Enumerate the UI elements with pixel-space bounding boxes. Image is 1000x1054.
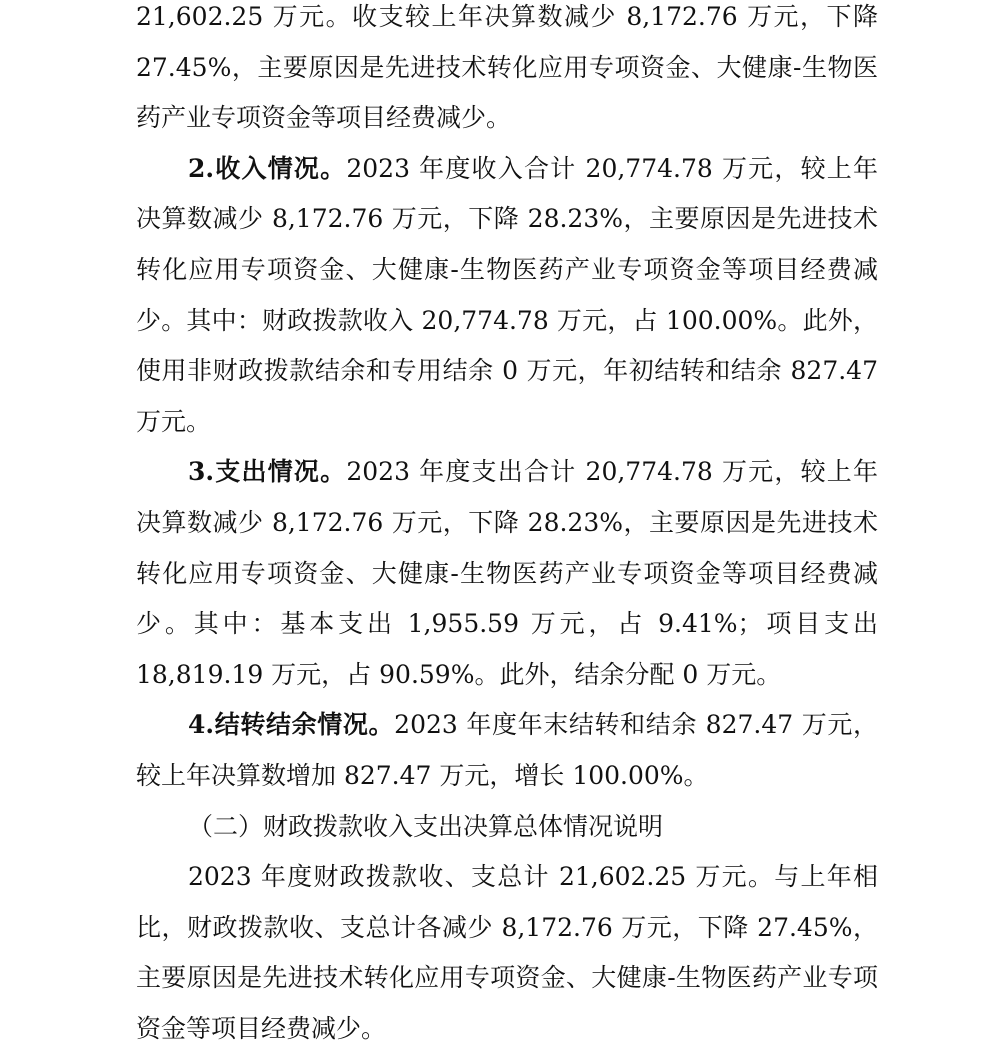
income-text: 2023 年度收入合计 20,774.78 万元，较上年决算数减少 8,172.76 万元，下降 28.23%，主要原因是先进技术转化应用专项资金、大健康-生物医药产业专项资金等项目经费减少。其中：财政拨款收入 20,774.78 万元，占 100.00%。此外，使用非财政拨款结余和专用结余 0 万元，年初结转和结余 827.47 万元。: [136, 153, 878, 436]
document-page: [136, 0, 878, 1054]
expenditure-heading: 3.支出情况。: [188, 457, 347, 487]
carryover-text: 2023 年度年末结转和结余 827.47 万元，较上年决算数增加 827.47 万元，增长 100.00%。: [136, 710, 878, 790]
carryover-heading: 4.结转结余情况。: [188, 710, 395, 740]
paragraph-continuation: 21,602.25 万元。收支较上年决算数减少 8,172.76 万元，下降 27.45%，主要原因是先进技术转化应用专项资金、大健康-生物医药产业专项资金等项目经费减少。: [136, 2, 878, 133]
income-heading: 2.收入情况。: [188, 153, 347, 183]
section-heading: （二）财政拨款收入支出决算总体情况说明: [188, 811, 664, 841]
paragraph-income: [136, 144, 878, 448]
expenditure-text: 2023 年度支出合计 20,774.78 万元，较上年决算数减少 8,172.76 万元，下降 28.23%，主要原因是先进技术转化应用专项资金、大健康-生物医药产业专项资金等项目经费减少。其中：基本支出 1,955.59 万元，占 9.41%；项目支出 18,819.19 万元，占 90.59%。此外，结余分配 0 万元。: [136, 457, 878, 689]
paragraph-fiscal-total: 2023 年度财政拨款收、支总计 21,602.25 万元。与上年相比，财政拨款收、支总计各减少 8,172.76 万元，下降 27.45%，主要原因是先进技术转化应用专项资金、大健康-生物医药产业专项资金等项目经费减少。: [136, 862, 878, 1043]
paragraph-carryover: [136, 700, 878, 801]
paragraph-expenditure: [136, 447, 878, 700]
